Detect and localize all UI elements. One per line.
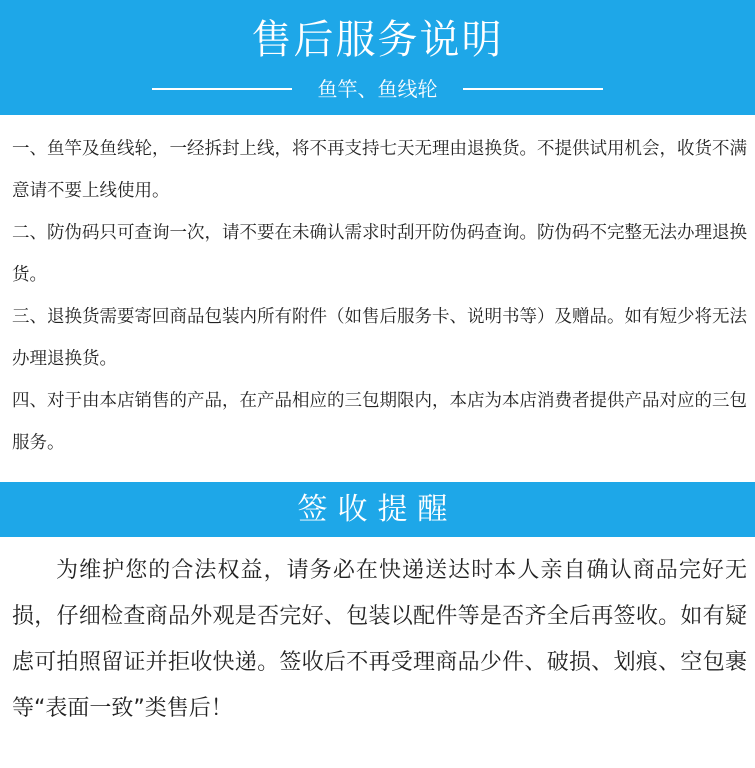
subtitle-row — [0, 72, 755, 102]
receipt-banner — [0, 482, 755, 537]
service-terms-list — [12, 128, 747, 464]
service-term-1: 一、鱼竿及鱼线轮，一经拆封上线，将不再支持七天无理由退换货。不提供试用机会，收货不满意请不要上线使用。 — [12, 139, 747, 201]
receipt-title: 签收提醒 — [297, 492, 458, 527]
page-subtitle: 鱼竿、鱼线轮 — [317, 77, 438, 101]
receipt-reminder-text: 为维护您的合法权益，请务必在快递送达时本人亲自确认商品完好无损，仔细检查商品外观是否完好、包装以配件等是否齐全后再签收。如有疑虑可拍照留证并拒收快递。签收后不再受理商品少件、破损、划痕、空包裹等“表面一致”类售后！ — [12, 558, 747, 721]
service-term-2: 二、防伪码只可查询一次，请不要在未确认需求时刮开防伪码查询。防伪码不完整无法办理退换货。 — [12, 223, 747, 285]
page-title: 售后服务说明 — [251, 17, 504, 63]
service-term-4: 四、对于由本店销售的产品，在产品相应的三包期限内，本店为本店消费者提供产品对应的三包服务。 — [12, 391, 747, 453]
header-banner — [0, 0, 755, 115]
service-term-3: 三、退换货需要寄回商品包装内所有附件（如售后服务卡、说明书等）及赠品。如有短少将无法办理退换货。 — [12, 307, 747, 369]
subtitle-divider-right — [463, 88, 603, 90]
